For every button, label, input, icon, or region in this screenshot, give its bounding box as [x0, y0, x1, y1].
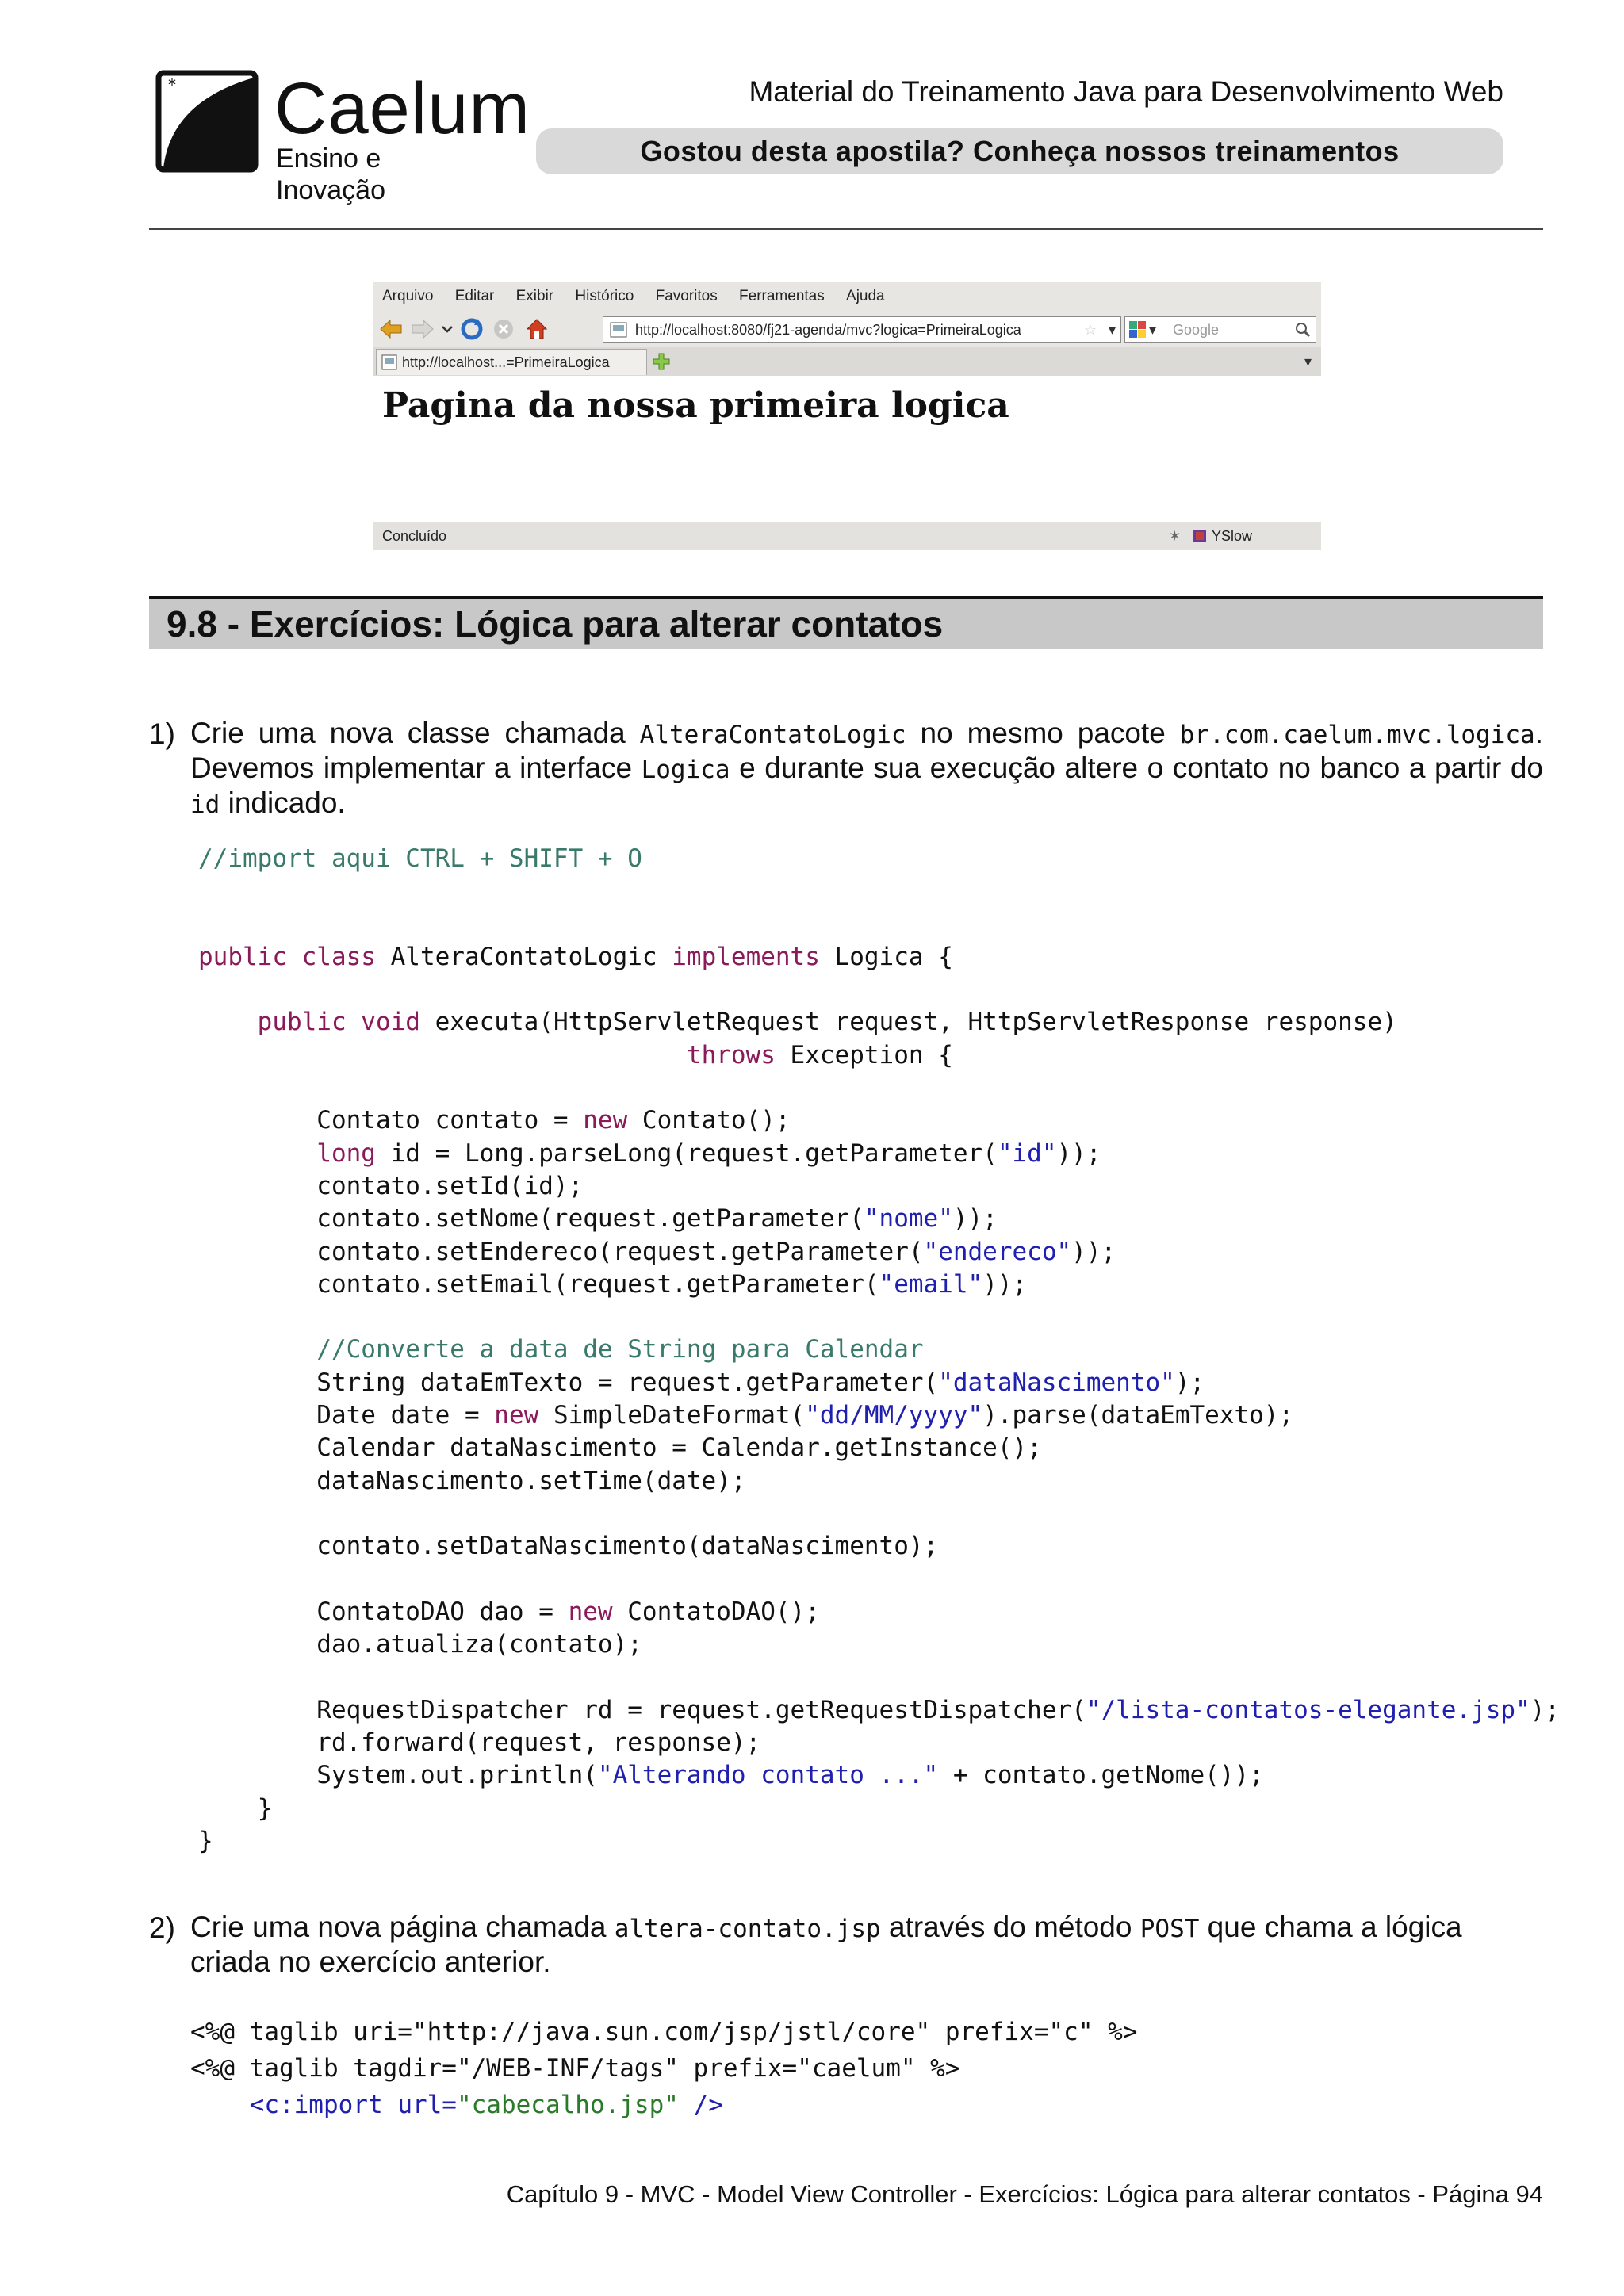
- yslow-label[interactable]: YSlow: [1212, 528, 1253, 544]
- tab-list-dropdown-icon[interactable]: ▾: [1304, 354, 1312, 369]
- bookmark-star-icon[interactable]: ☆: [1083, 322, 1097, 338]
- id-param: id: [190, 790, 220, 819]
- exercise-2-text-part: Crie uma nova página chamada: [190, 1911, 615, 1943]
- svg-text:*: *: [168, 75, 176, 94]
- exercise-2-text-part: através do método: [880, 1911, 1140, 1943]
- exercise-1-text: [190, 717, 1543, 821]
- training-banner[interactable]: [536, 128, 1503, 174]
- code-string: "dd/MM/yyyy": [805, 1401, 983, 1430]
- caelum-logo-icon: [155, 70, 259, 173]
- code-line: <%@ taglib tagdir="/WEB-INF/tags" prefix="caelum" %>: [190, 2054, 960, 2083]
- forward-arrow-icon[interactable]: [411, 317, 435, 341]
- menu-item-ajuda[interactable]: Ajuda: [846, 288, 885, 304]
- code-tag: <c:import: [249, 2091, 383, 2119]
- code-string: "id": [997, 1138, 1057, 1168]
- code-string: "email": [879, 1269, 983, 1299]
- exercise-1-number: 1): [149, 718, 175, 750]
- browser-tab[interactable]: [376, 349, 647, 375]
- exercise-1-text-part: indicado.: [220, 786, 346, 819]
- exercise-1-text-part: Crie uma nova classe chamada: [190, 717, 640, 749]
- exercise-2-number: 2): [149, 1911, 175, 1944]
- menu-item-exibir[interactable]: Exibir: [515, 288, 554, 304]
- exercise-1-text-part: . Devemos implementar a interface: [190, 717, 1543, 784]
- reload-icon[interactable]: [460, 317, 484, 341]
- browser-menubar: [373, 282, 1321, 311]
- code-string: "nome": [864, 1204, 953, 1234]
- browser-toolbar: [373, 311, 1321, 347]
- logo-tagline: Ensino e Inovação: [276, 144, 385, 205]
- package-name: br.com.caelum.mvc.logica: [1179, 721, 1535, 749]
- code-string: "/lista-contatos-elegante.jsp": [1086, 1695, 1530, 1724]
- code-block-java: //import aqui CTRL + SHIFT + O public class AlteraContatoLogic implements Logica { public void executa(HttpServletRequest request, HttpServletResponse response) throws Exception { Contato contato = new Contato(); long id = Long.parseLong(request.getParameter("id")); contato.setId(id); contato.setNome(request.getParameter("nome")); contato.setEndereco(request.getParameter("endereco")); contato.setEmail(request.getParameter("email")); //Converte a data de String para Calendar String dataEmTexto = request.getParameter("dataNascimento"); Date date = new SimpleDateFormat("dd/MM/yyyy").parse(dataEmTexto); Calendar dataNascimento = Calendar.getInstance(); dataNascimento.setTime(date); contato.setDataNascimento(dataNascimento); ContatoDAO dao = new ContatoDAO(); dao.atualiza(contato); RequestDispatcher rd = request.getRequestDispatcher("/lista-contatos-elegante.jsp"); rd.forward(request, response); System.out.println("Alterando contato ..." + contato.getNome()); } }: [198, 844, 1561, 1855]
- code-tag-end: />: [693, 2091, 723, 2119]
- jsp-file-name: altera-contato.jsp: [614, 1915, 881, 1943]
- stop-icon[interactable]: [492, 317, 515, 341]
- yslow-icon[interactable]: [1193, 529, 1207, 543]
- code-comment: //import aqui CTRL + SHIFT + O: [198, 844, 642, 873]
- section-title: 9.8 - Exercícios: Lógica para alterar contatos: [167, 603, 944, 645]
- menu-item-historico[interactable]: Histórico: [575, 288, 634, 304]
- code-string: "dataNascimento": [938, 1368, 1175, 1397]
- search-engine-dropdown-icon[interactable]: ▾: [1149, 322, 1157, 338]
- search-box[interactable]: [1124, 316, 1316, 343]
- menu-item-favoritos[interactable]: Favoritos: [655, 288, 718, 304]
- status-text: Concluído: [382, 528, 447, 544]
- exercise-2-text-part: que chama a lógica criada no exercício anterior.: [190, 1911, 1462, 1978]
- menu-item-ferramentas[interactable]: Ferramentas: [739, 288, 825, 304]
- exercise-1-text-part: no mesmo pacote: [906, 717, 1180, 749]
- training-banner-label: Gostou desta apostila? Conheça nossos treinamentos: [640, 135, 1400, 167]
- search-engine-icon[interactable]: [1128, 320, 1147, 339]
- class-name: AlteraContatoLogic: [639, 721, 906, 749]
- logo-wordmark: Caelum: [274, 68, 531, 149]
- browser-screenshot: [373, 282, 1321, 550]
- browser-viewport: [373, 376, 1321, 522]
- interface-name: Logica: [641, 756, 730, 784]
- tab-title: http://localhost...=PrimeiraLogica: [402, 354, 610, 370]
- tab-favicon-icon: [381, 354, 397, 370]
- code-comment: //Converte a data de String para Calendar: [316, 1335, 924, 1364]
- code-line: <%@ taglib uri="http://java.sun.com/jsp/jstl/core" prefix="c" %>: [190, 2018, 1138, 2046]
- http-method: POST: [1139, 1915, 1200, 1943]
- browser-tabbar: [373, 347, 1321, 376]
- header-divider: [149, 228, 1543, 230]
- caelum-logo: [155, 68, 531, 205]
- menu-item-editar[interactable]: Editar: [454, 288, 495, 304]
- address-bar[interactable]: [603, 316, 1121, 343]
- menu-item-arquivo[interactable]: Arquivo: [382, 288, 434, 304]
- address-bar-url: http://localhost:8080/fj21-agenda/mvc?logica=PrimeiraLogica: [635, 322, 1021, 338]
- new-tab-icon[interactable]: [652, 352, 671, 371]
- header-subtitle: Material do Treinamento Java para Desenvolvimento Web: [749, 75, 1503, 108]
- page-favicon-icon: [610, 322, 627, 338]
- page-heading: Pagina da nossa primeira logica: [382, 385, 1009, 426]
- exercise-1-text-part: e durante sua execução altere o contato no banco a partir do: [730, 752, 1543, 784]
- search-icon[interactable]: [1295, 322, 1311, 338]
- browser-statusbar: [373, 522, 1321, 550]
- history-dropdown-icon[interactable]: [439, 317, 455, 341]
- exercise-2-text: [190, 1911, 1543, 1979]
- addon-icon[interactable]: ✶: [1169, 528, 1182, 544]
- code-string: "endereco": [923, 1237, 1072, 1266]
- code-string: "Alterando contato ...": [597, 1761, 939, 1790]
- home-icon[interactable]: [525, 317, 549, 341]
- search-placeholder: Google: [1173, 322, 1220, 338]
- url-dropdown-icon[interactable]: ▾: [1108, 322, 1116, 338]
- page-footer: Capítulo 9 - MVC - Model View Controller - Exercícios: Lógica para alterar contatos - Página 94: [506, 2180, 1543, 2208]
- code-attr: url=: [397, 2091, 457, 2119]
- back-arrow-icon[interactable]: [379, 317, 403, 341]
- code-attr-value: "cabecalho.jsp": [456, 2091, 679, 2119]
- code-block-jsp: [190, 2014, 1137, 2123]
